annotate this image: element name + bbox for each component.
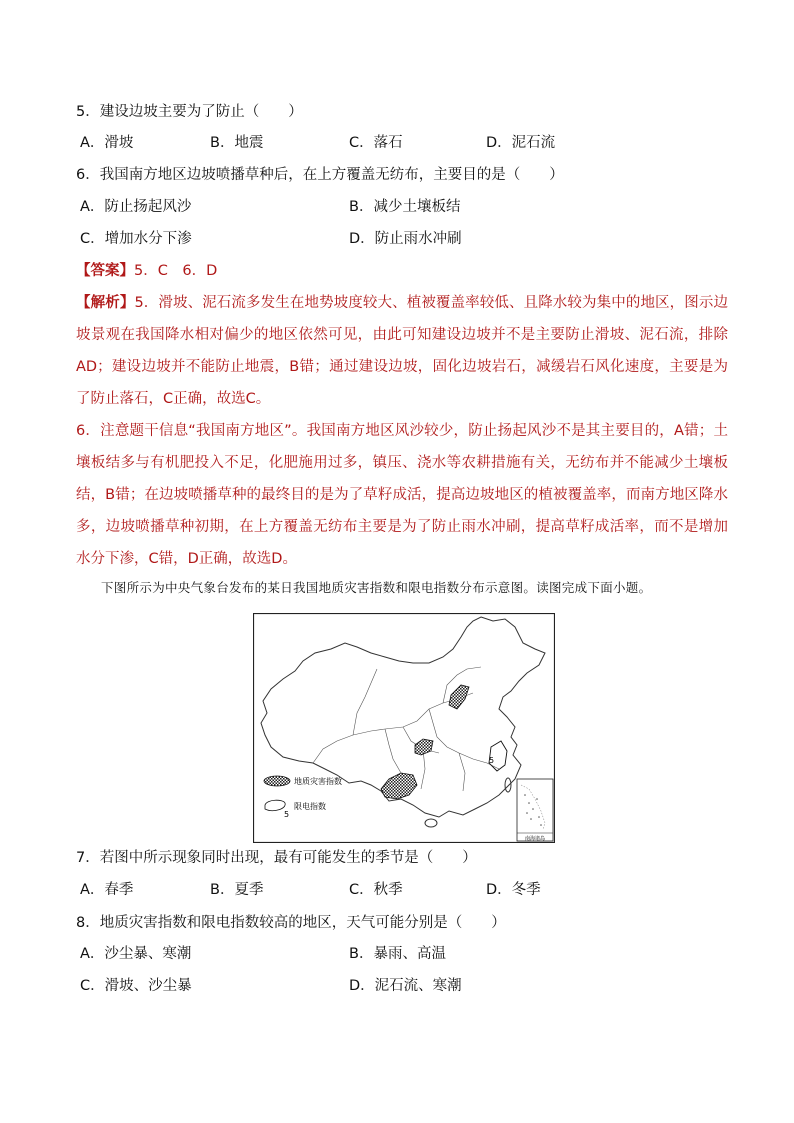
answer-text: 5．C 6．D [134, 263, 218, 279]
q5-option-c: C．落石 [349, 135, 403, 151]
q7-option-d: D．冬季 [486, 882, 541, 898]
question-8-stem: 8．地质灾害指数和限电指数较高的地区，天气可能分别是（ ） [76, 915, 506, 931]
q6-option-b: B．减少土壤板结 [349, 199, 461, 215]
legend-power-label: 限电指数 [294, 802, 326, 811]
analysis-q5 [76, 287, 728, 415]
figure-intro: 下图所示为中央气象台发布的某日我国地质灾害指数和限电指数分布示意图。读图完成下面小题。 [101, 580, 652, 595]
q5-option-b: B．地震 [210, 135, 264, 151]
legend-hazard-label: 地质灾害指数 [294, 777, 342, 786]
south-china-sea-inset [517, 779, 553, 841]
q8-option-a: A．沙尘暴、寒潮 [80, 946, 192, 962]
q6-option-d: D．防止雨水冲刷 [349, 231, 462, 247]
q6-option-a: A．防止扬起风沙 [80, 199, 192, 215]
q8-option-c: C．滑坡、沙尘暴 [80, 978, 192, 994]
legend-hazard-swatch [264, 776, 290, 786]
answer-label: 【答案】 [76, 263, 134, 279]
china-map-figure [253, 613, 555, 843]
answer-line [76, 261, 217, 281]
question-5-stem: 5．建设边坡主要为了防止（ ） [76, 104, 303, 120]
analysis-q5-text: 5．滑坡、泥石流多发生在地势坡度较大、植被覆盖率较低、且降水较为集中的地区，图示边坡景观在我国降水相对偏少的地区依然可见，由此可知建设边坡并不是主要防止滑坡、泥石流，排除AD；建设边坡并不能防止地震，B错；通过建设边坡，固化边坡岩石，减缓岩石风化速度，主要是为了防止落石，C正确，故选C。 [76, 295, 728, 407]
q7-option-c: C．秋季 [349, 882, 403, 898]
q5-option-a: A．滑坡 [80, 135, 134, 151]
q8-option-d: D．泥石流、寒潮 [349, 978, 462, 994]
q5-option-d: D．泥石流 [486, 135, 556, 151]
analysis-q6: 6．注意题干信息“我国南方地区”。我国南方地区风沙较少，防止扬起风沙不是其主要目的，A错；土壤板结多与有机肥投入不足，化肥施用过多，镇压、浇水等农耕措施有关，无纺布并不能减少土壤板结，B错；在边坡喷播草种的最终目的是为了草籽成活，提高边坡地区的植被覆盖率，而南方地区降水多，边坡喷播草种初期，在上方覆盖无纺布主要是为了防止雨水冲刷，提高草籽成活率，而不是增加水分下渗，C错，D正确，故选D。 [76, 423, 728, 567]
analysis-label: 【解析】 [76, 295, 135, 311]
q7-option-b: B．夏季 [210, 882, 264, 898]
q7-option-a: A．春季 [80, 882, 134, 898]
q6-option-c: C．增加水分下渗 [80, 231, 192, 247]
contour-label: 5 [489, 756, 495, 765]
q8-option-b: B．暴雨、高温 [349, 946, 446, 962]
legend-power-number: 5 [284, 810, 290, 819]
question-7-stem: 7．若图中所示现象同时出现，最有可能发生的季节是（ ） [76, 850, 477, 866]
question-6-stem: 6．我国南方地区边坡喷播草种后，在上方覆盖无纺布，主要目的是（ ） [76, 167, 564, 183]
inset-label: 南海诸岛 [524, 836, 546, 842]
